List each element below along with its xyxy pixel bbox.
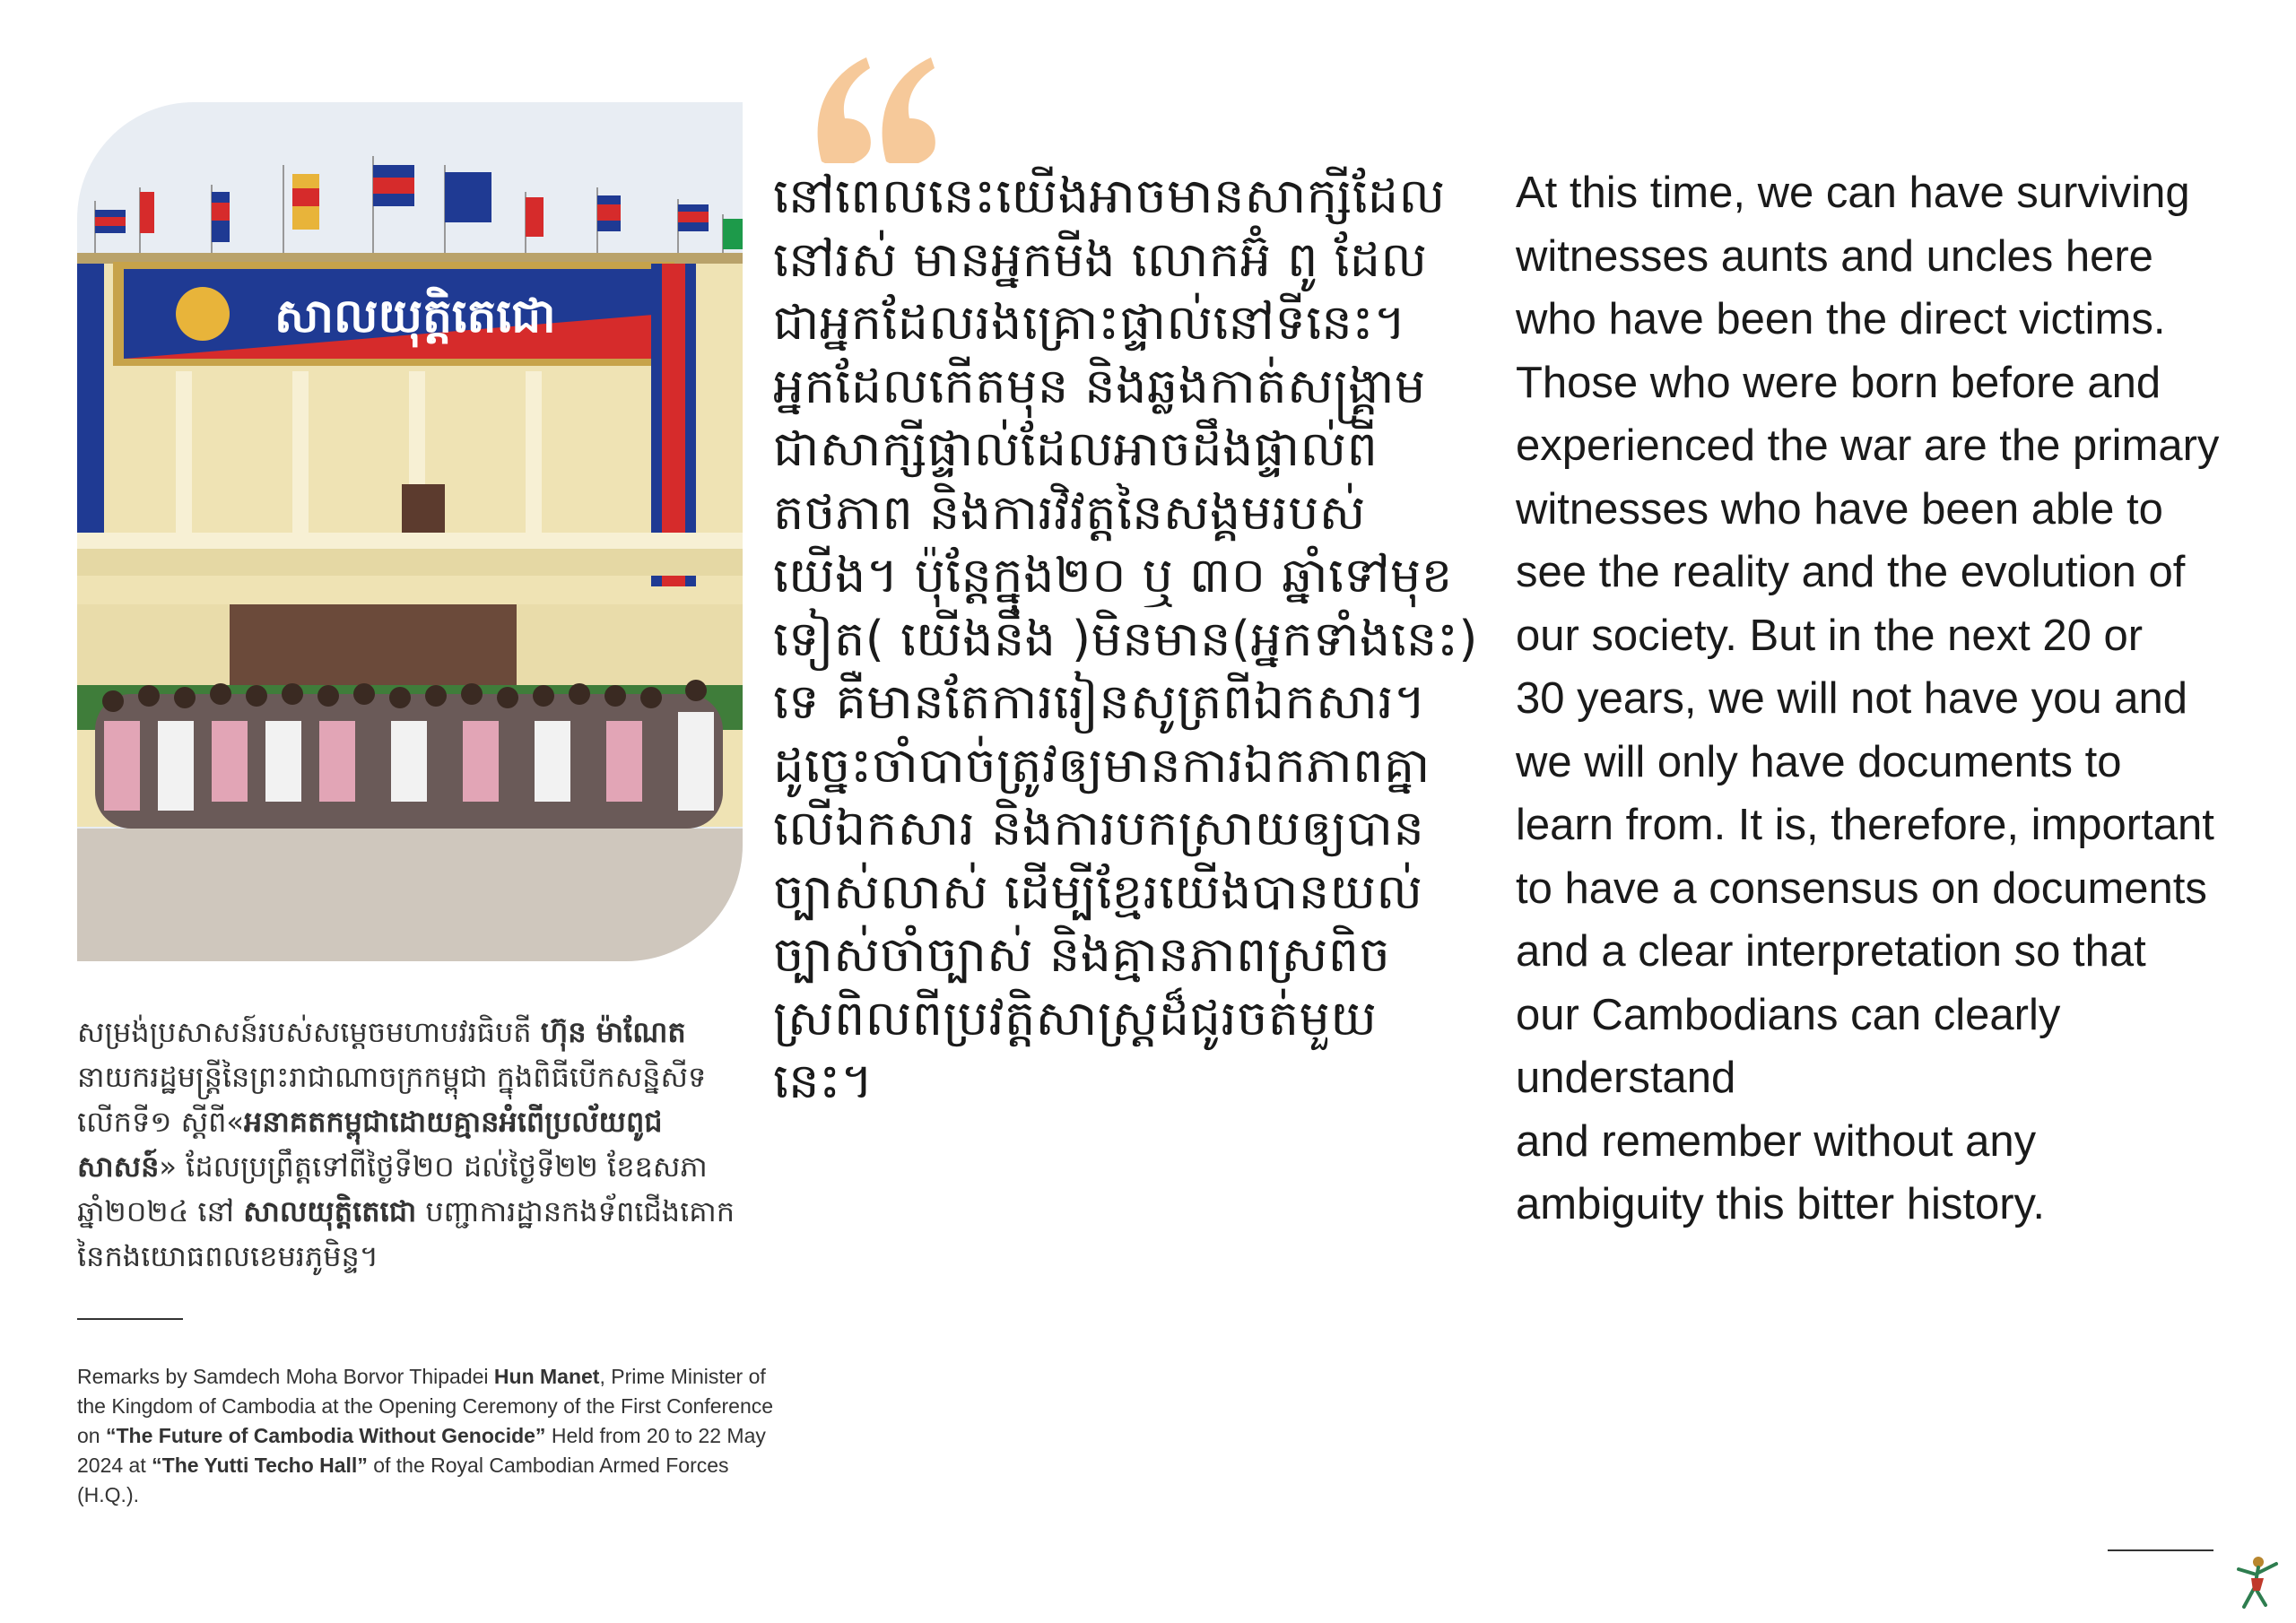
quote-khmer — [773, 165, 1498, 1114]
caption-km-name: ហ៊ុន ម៉ាណែត — [540, 1015, 686, 1049]
quote-en-line: see the reality and the evolution of — [1516, 548, 2186, 596]
quote-km-line: នៅរស់ មានអ្នកមីង លោកអ៊ំ ពូ ដែល — [773, 230, 1428, 288]
quote-km-line: នេះ។ — [773, 1053, 874, 1109]
photo-caption-english — [77, 1362, 777, 1510]
hall-group-photo — [77, 102, 743, 961]
quote-english — [1516, 161, 2278, 1237]
caption-km-part3: » ដែលប្រព្រឹត្តទៅពីថ្ងៃទី២០ ដល់ថ្ងៃទី២២ ខែឧសភា ឆ្នាំ២០២៤ នៅ — [77, 1150, 708, 1228]
quote-en-line: our Cambodians can clearly understand — [1516, 990, 2061, 1102]
quote-en-line: and remember without any — [1516, 1116, 2037, 1166]
quote-km-line: ដូច្នេះចាំបាច់ត្រូវឲ្យមានការឯកភាពគ្នា — [773, 736, 1431, 794]
footer-divider — [2108, 1549, 2213, 1551]
caption-en-title: “The Future of Cambodia Without Genocide” — [105, 1424, 546, 1447]
photo-caption-khmer — [77, 1010, 759, 1279]
photo-illustration — [77, 102, 743, 961]
caption-en-part2: , Prime Minister of the Kingdom of Cambodia at the Opening Ceremony of the First Conference on — [77, 1365, 774, 1447]
quote-en-line: our society. But in the next 20 or — [1516, 611, 2144, 660]
quote-en-line: and a clear interpretation so that — [1516, 927, 2146, 976]
quote-km-line: ស្រពិលពីប្រវត្តិសាស្ត្រដ៏ជូរចត់មួយ — [773, 989, 1378, 1046]
quote-en-line: witnesses aunts and uncles here — [1516, 231, 2153, 281]
quote-km-line: ច្បាស់ចាំច្បាស់ និងគ្មានភាពស្រពិច — [773, 926, 1391, 983]
caption-km-title: អនាគតកម្ពុជាដោយគ្មានអំពើប្រល័យពូជសាសន៍ — [77, 1105, 663, 1184]
caption-en-part1: Remarks by Samdech Moha Borvor Thipadei — [77, 1365, 494, 1388]
quote-en-line: 30 years, we will not have you and — [1516, 674, 2188, 723]
quote-en-line: we will only have documents to — [1516, 737, 2122, 786]
quote-en-line: to have a consensus on documents — [1516, 864, 2207, 913]
quote-km-line: ជាសាក្សីផ្ទាល់ដែលអាចដឹងផ្ទាល់ពី — [773, 421, 1378, 477]
quote-km-line: តថភាព និងការវិវត្តនៃសង្គមរបស់ — [773, 483, 1366, 541]
quote-km-line: ច្បាស់លាស់ ដើម្បីខ្មែរយើងបានយល់ — [773, 863, 1423, 920]
quote-en-line: witnesses who have been able to — [1516, 484, 2163, 534]
hall-sign-text: សាលយុត្តិតេជោ — [274, 290, 556, 343]
caption-en-part3: Held from 20 to 22 May 2024 at — [77, 1424, 766, 1477]
quote-mark-icon — [814, 56, 940, 163]
quote-en-line: learn from. It is, therefore, important — [1516, 801, 2214, 849]
caption-km-part2: នាយករដ្ឋមន្ត្រីនៃព្រះរាជាណាចក្រកម្ពុជា ក្នុងពិធីបើកសន្និសីទលើកទី១ ស្ដីពី« — [77, 1060, 707, 1139]
quote-km-line: ទៀត( យើងនឹង )មិនមាន(អ្នកទាំងនេះ) — [773, 610, 1478, 667]
quote-en-line: Those who were born before and — [1516, 358, 2161, 407]
quote-km-line: ជាអ្នកដែលរងគ្រោះផ្ទាល់នៅទីនេះ។ — [773, 294, 1406, 351]
quote-en-line: ambiguity this bitter history. — [1516, 1180, 2046, 1228]
dancer-logo-icon — [2231, 1551, 2285, 1614]
quote-en-line: At this time, we can have surviving — [1516, 169, 2190, 217]
caption-km-venue: សាលយុត្តិតេជោ — [243, 1194, 417, 1228]
caption-km-part4: បញ្ជាការដ្ឋានកងទ័ពជើងគោកនៃកងយោធពលខេមរភូមិន្ទ។ — [77, 1194, 735, 1273]
caption-en-venue: “The Yutti Techo Hall” — [152, 1454, 368, 1477]
quote-km-line: លើឯកសារ និងការបកស្រាយឲ្យបាន — [773, 800, 1425, 856]
quote-km-line: អ្នកដែលកើតមុន និងឆ្លងកាត់សង្គ្រាម — [773, 357, 1426, 414]
quote-en-line: who have been the direct victims. — [1516, 295, 2166, 343]
caption-en-name: Hun Manet — [493, 1365, 600, 1388]
quote-km-line: យើង។ ប៉ុន្តែក្នុង២០ ឬ ៣០ ឆ្នាំទៅមុខ — [773, 547, 1453, 603]
quote-km-line: ទេ គឺមានតែការរៀនសូត្រពីឯកសារ។ — [773, 673, 1427, 730]
quote-km-line: នៅពេលនេះយើងអាចមានសាក្សីដែល — [773, 168, 1446, 224]
caption-km-part1: សម្រង់ប្រសាសន៍របស់សម្ដេចមហាបវរធិបតី — [77, 1015, 541, 1049]
caption-divider — [77, 1318, 183, 1320]
caption-en-part4: of the Royal Cambodian Armed Forces (H.Q.). — [77, 1454, 729, 1506]
quote-en-line: experienced the war are the primary — [1516, 421, 2220, 470]
